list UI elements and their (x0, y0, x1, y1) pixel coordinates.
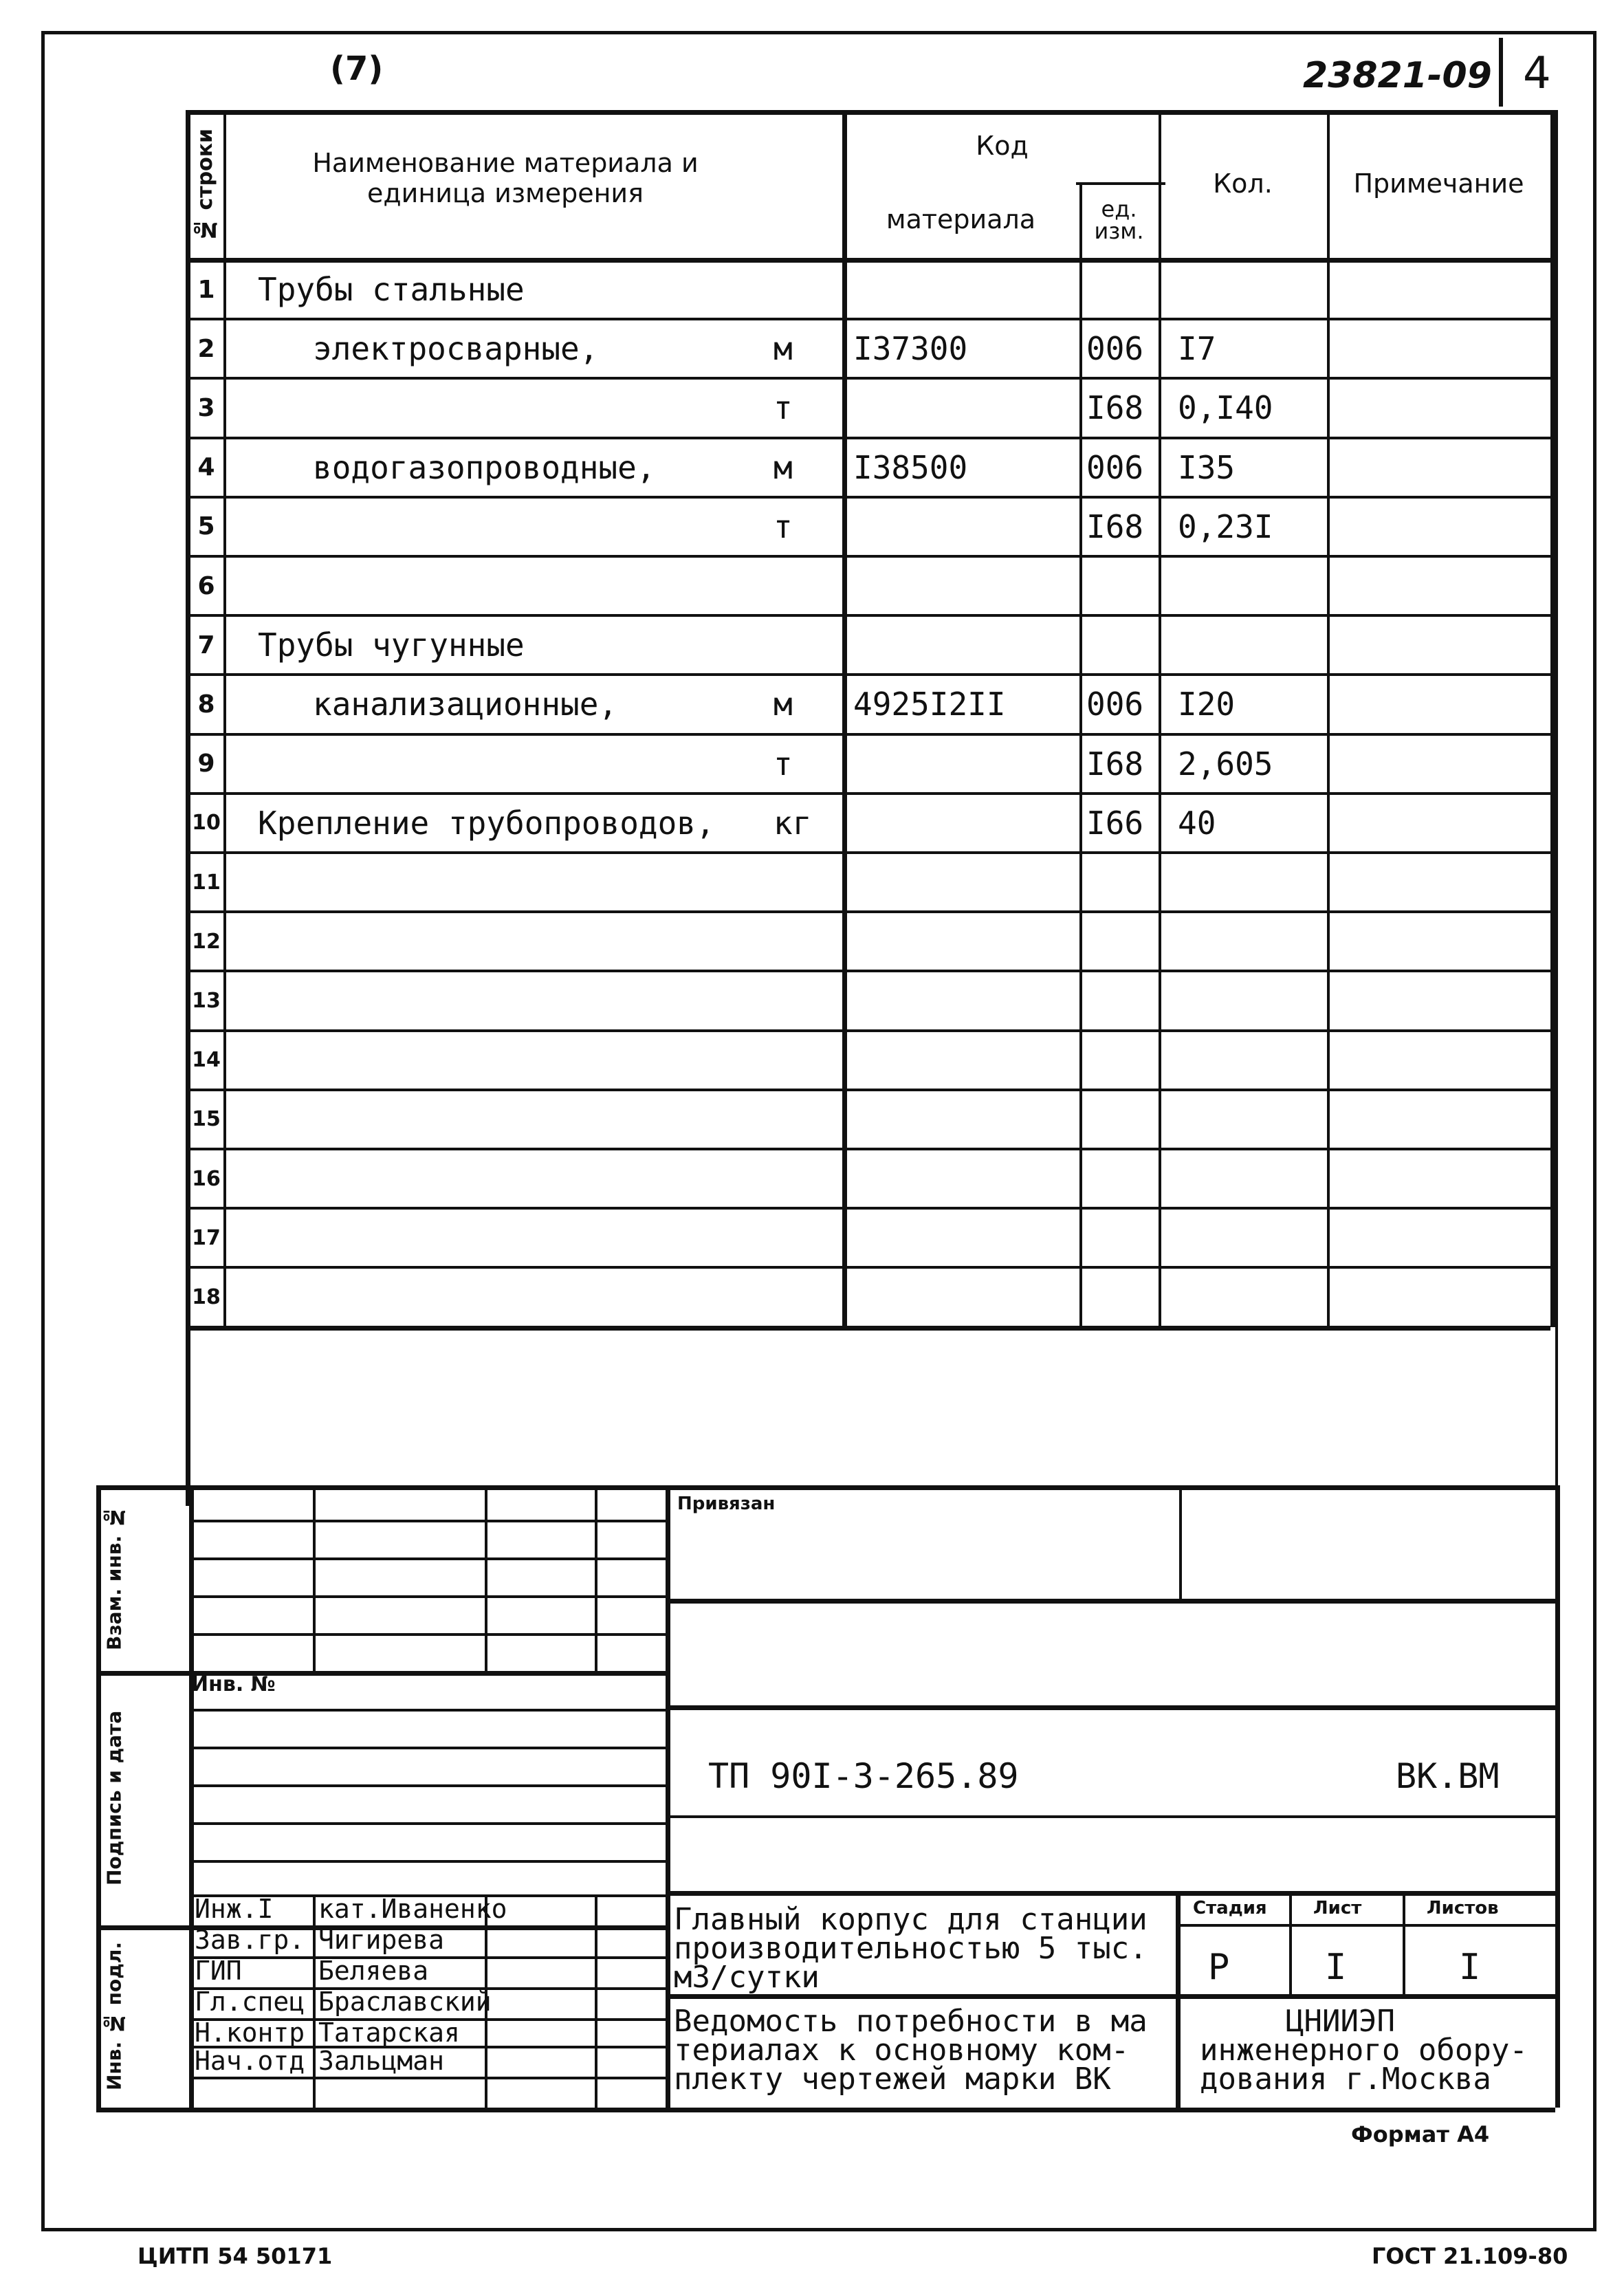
title-block-rule (1555, 1485, 1560, 2108)
col-header-qty: Кол. (1213, 168, 1273, 199)
row-material-code: I38500 (853, 448, 968, 486)
title-block-rule (189, 1557, 666, 1560)
org-line2: инженерного обору- (1200, 2033, 1528, 2068)
row-name: электросварные, (313, 330, 599, 368)
row-number: 14 (192, 1048, 221, 1073)
row-unit-code: I68 (1086, 507, 1144, 545)
row-number: 10 (192, 811, 221, 835)
title-block-rule (313, 1894, 316, 2108)
signer-name: кат.Иваненко (318, 1894, 507, 1924)
title-block-rule (189, 1633, 666, 1636)
document-mark: ВК.ВМ (1396, 1756, 1500, 1796)
title-block-rule (96, 1485, 101, 2108)
row-number: 4 (197, 453, 215, 482)
page-number-paren: (7) (330, 50, 384, 88)
row-number: 5 (197, 512, 215, 541)
row-name: канализационные, (313, 686, 618, 723)
sheets-label: Листов (1427, 1898, 1499, 1918)
title-block-rule (1289, 1891, 1292, 1994)
title-block-rule (189, 2077, 666, 2079)
title-block-rule (485, 1894, 487, 2108)
col-header-note: Примечание (1353, 168, 1524, 199)
row-quantity: 0,I40 (1178, 389, 1273, 427)
signer-name: Беляева (318, 1956, 429, 1986)
title-block-rule (189, 2018, 666, 2021)
object-name-line2: производительностью 5 тыс. (674, 1931, 1148, 1966)
title-block-rule (189, 1485, 194, 2108)
document-name-line1: Ведомость потребности в ма (674, 2004, 1148, 2039)
row-number: 3 (197, 393, 215, 422)
signer-name: Браславский (318, 1987, 492, 2017)
row-number: 9 (197, 750, 215, 778)
row-number: 18 (192, 1284, 221, 1309)
sheet-value: I (1325, 1947, 1347, 1988)
row-quantity: I20 (1178, 686, 1236, 723)
title-block-rule (1176, 1924, 1555, 1927)
left-stamp: ЦИТП 54 50171 (138, 2243, 333, 2269)
title-block-rule (189, 1822, 666, 1825)
stage-label: Стадия (1193, 1898, 1267, 1918)
row-number: 2 (197, 334, 215, 363)
signer-role: Гл.спец (195, 1987, 305, 2017)
col-header-unit-code: ед. изм. (1094, 196, 1144, 244)
document-name-line3: плекту чертежей марки ВК (674, 2062, 1111, 2097)
row-unit-code: 006 (1086, 448, 1144, 486)
signer-name: Зальцман (318, 2046, 445, 2076)
col-header-rownum: № строки (193, 128, 217, 241)
format-label: Формат А4 (1351, 2121, 1490, 2147)
row-quantity: I35 (1178, 448, 1236, 486)
sheet-number: 4 (1523, 48, 1551, 99)
row-quantity: 40 (1178, 804, 1216, 842)
signer-name: Чигирева (318, 1925, 445, 1955)
row-unit: м (773, 448, 793, 486)
row-number: 17 (192, 1225, 221, 1250)
sheet-label: Лист (1313, 1898, 1362, 1918)
row-unit: м (773, 686, 793, 723)
row-name: Трубы чугунные (258, 626, 525, 664)
doc-code: 23821-09 (1303, 55, 1492, 96)
title-block-rule (313, 1485, 316, 1671)
stage-value: Р (1208, 1947, 1230, 1988)
row-unit-code: I66 (1086, 804, 1144, 842)
row-number: 15 (192, 1107, 221, 1132)
row-material-code: I37300 (853, 330, 968, 368)
side-label-vzam-inv: Взам. инв. № (102, 1506, 126, 1650)
signer-role: Нач.отд (195, 2046, 305, 2076)
title-block-rule (189, 1784, 666, 1787)
signer-role: Инж.I (195, 1894, 274, 1924)
row-unit-code: I68 (1086, 745, 1144, 783)
title-block-rule (1403, 1891, 1405, 1994)
title-block-rule (666, 1994, 1555, 1999)
sheets-value: I (1459, 1947, 1481, 1988)
row-number: 13 (192, 988, 221, 1013)
row-unit: м (773, 330, 793, 368)
title-block-rule (189, 1956, 666, 1959)
row-quantity: I7 (1178, 330, 1216, 368)
side-label-inv-podl: Инв. № подл. (102, 1942, 126, 2091)
privyazan-label: Привязан (677, 1494, 776, 1514)
title-block-rule (96, 2108, 1555, 2112)
title-block-rule (666, 1705, 1555, 1710)
title-block-rule (595, 1894, 597, 2108)
side-label-podpis-data: Подпись и дата (102, 1710, 126, 1886)
title-block-rule (1179, 1485, 1182, 1599)
row-name: Крепление трубопроводов, (258, 804, 715, 842)
org-line3: дования г.Москва (1200, 2062, 1491, 2097)
row-unit: кг (773, 804, 812, 842)
row-number: 6 (197, 571, 215, 600)
title-block-rule (189, 1595, 666, 1598)
title-block-rule (96, 1671, 666, 1676)
project-code: ТП 90I-3-265.89 (708, 1756, 1019, 1796)
object-name-line3: м3/сутки (674, 1960, 820, 1995)
org-line1: ЦНИИЭП (1286, 2004, 1395, 2039)
row-unit-code: 006 (1086, 330, 1144, 368)
title-block-rule (189, 1520, 666, 1522)
title-block-rule (666, 1891, 1555, 1896)
title-block-rule (96, 1925, 666, 1930)
col-header-name: Наименование материала и единица измерения (312, 148, 699, 208)
row-quantity: 0,23I (1178, 507, 1273, 545)
col-header-material: материала (886, 204, 1036, 235)
title-block-rule (189, 1987, 666, 1990)
row-number: 12 (192, 929, 221, 954)
signer-role: Зав.гр. (195, 1925, 305, 1955)
inv-no-label: Инв. № (191, 1672, 276, 1696)
row-number: 11 (192, 870, 221, 895)
signer-role: Н.контр (195, 2018, 305, 2048)
row-name: водогазопроводные, (313, 448, 656, 486)
title-block-rule (189, 1747, 666, 1749)
title-block-rule (666, 1815, 1555, 1818)
col-header-code: Код (976, 130, 1029, 161)
title-block-rule (189, 2046, 666, 2048)
right-stamp: ГОСТ 21.109-80 (1372, 2243, 1568, 2269)
title-block-rule (189, 1709, 666, 1712)
document-name-line2: териалах к основному ком- (674, 2033, 1130, 2068)
title-block-rule (1179, 1487, 1555, 1489)
row-number: 16 (192, 1166, 221, 1191)
signer-name: Татарская (318, 2018, 460, 2048)
row-unit-code: I68 (1086, 389, 1144, 427)
row-number: 1 (197, 275, 215, 304)
row-material-code: 4925I2II (853, 686, 1006, 723)
row-name: Трубы стальные (258, 271, 525, 309)
row-quantity: 2,605 (1178, 745, 1273, 783)
row-number: 7 (197, 631, 215, 659)
row-unit: т (773, 389, 793, 427)
object-name-line1: Главный корпус для станции (674, 1902, 1148, 1937)
title-block-rule (485, 1485, 487, 1671)
row-unit-code: 006 (1086, 686, 1144, 723)
title-block-rule (595, 1485, 597, 1671)
title-block-rule (189, 1860, 666, 1863)
title-block-rule (666, 1599, 1555, 1604)
title-block-rule (666, 1485, 670, 2108)
row-unit: т (773, 507, 793, 545)
row-unit: т (773, 745, 793, 783)
signer-role: ГИП (195, 1956, 242, 1986)
row-number: 8 (197, 690, 215, 719)
